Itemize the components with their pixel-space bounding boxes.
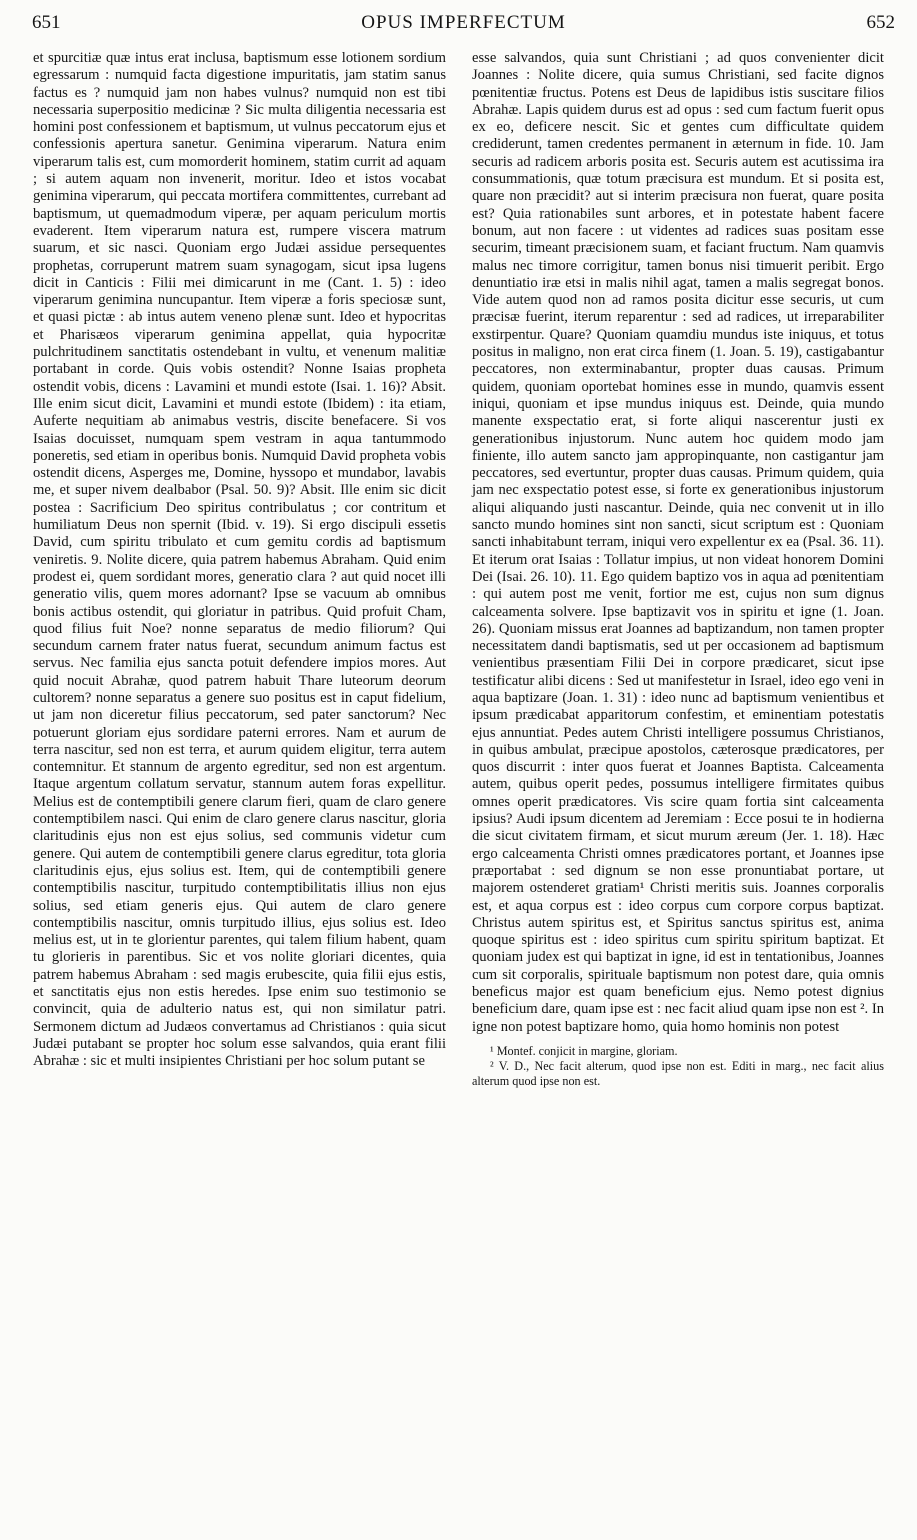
- page-number-right: 652: [866, 12, 895, 33]
- footnote-1: ¹ Montef. conjicit in margine, gloriam.: [490, 1043, 678, 1058]
- running-header: [32, 12, 895, 38]
- left-column-text: et spurcitiæ quæ intus erat inclusa, baptismum esse lotionem sordium egressarum : numquid facta digestione impuritatis, jam statim sanus factus es ? numquid jam non habes vulnus? numquid non est tibi necessaria superpositio medicinæ ? Sic multa diligentia necessaria est homini post confessionem et baptismum, ut vulnus peccatorum ejus et confessionis apertura sanetur. Genimina viperarum. Natura enim viperarum talis est, cum momorderit hominem, statim currit ad aquam ; si autem aquam non invenerit, moritur. Ideo et istos vocabat genimina viperarum, qui peccata mortifera committentes, currebant ad baptismum, ut quemadmodum viperæ, per aquam periculum mortis evaderent. Item viperarum natura est, rumpere viscera matrum suarum, et sic nasci. Quoniam ergo Judæi assidue persequentes prophetas, corruperunt matrem suam synagogam, sicut ipsa lugens dicit in Canticis : Filii mei dimicarunt in me (Cant. 1. 5) : ideo viperarum genimina nuncupantur. Item viperæ a foris speciosæ sunt, et quasi pictæ : ab intus autem veneno plenæ sunt. Ideo et hypocritas et Pharisæos viperarum genimina appellat, quia hypocritæ pulchritudinem sanctitatis ostendebant in vultu, et venenum malitiæ portabant in corde. Quis vobis ostendit? Nonne Isaias propheta ostendit vobis, dicens : Lavamini et mundi estote (Isai. 1. 16)? Absit. Ille enim sicut dicit, Lavamini et mundi estote (Ibidem) : ita etiam, Auferte nequitiam ab animabus vestris, discite benefacere. Si vos Isaias docuisset, numquam spem vestram in aqua tantummodo poneretis, sed etiam in operibus bonis. Numquid David propheta vobis ostendit dicens, Asperges me, Domine, hyssopo et mundabor, lavabis me, et super nivem dealbabor (Psal. 50. 9)? Absit. Ille enim sic dicit postea : Sacrificium Deo spiritus contribulatus ; cor contritum et humiliatum Deus non spernit (Ibid. v. 19). Si ergo discipuli essetis David, cum spiritu tribulato et cum gemitu cordis ad baptismum veniretis. 9. Nolite dicere, quia patrem habemus Abraham. Quid enim prodest ei, quem sordidant mores, generatio clara ? aut quid nocet illi generatio vilis, quem mores adornant? Ipse se vacuum ab omnibus bonis actibus ostendit, qui gloriatur in patribus. Quid profuit Cham, quod filius fuit Noe? nonne separatus de medio filiorum? Qui secundum carnem frater natus fuerat, secundum animum factus est servus. Nec familia ejus sancta potuit defendere impios mores. Aut quid nocuit Abrahæ, quod patrem habuit Thare luteorum deorum cultorem? nonne separatus a genere suo positus est in caput fidelium, ut jam non diceretur filius peccatorum, sed pater sanctorum? Nec potuerunt gloriam ejus sordidare paterni errores. Nam et aurum de terra nascitur, sed non est terra, et aurum quidem eligitur, terra autem contemnitur. Et stannum de argento egreditur, sed non est argentum. Itaque argentum collatum servatur, stannum autem foras expellitur. Melius est de contemptibili genere clarum fieri, quam de claro genere contemptibilem nasci. Qui enim de claro genere clarus nascitur, gloria claritudinis ejus non est ejus solius, sed communis videtur cum genere. Qui autem de contemptibili genere clarus egreditur, tota gloria claritudinis ejus, ejus solius est. Item, qui de contemptibili genere contemptibilis nascitur, turpitudo contemptibilitatis illius non ejus solius, sed etiam generis ejus. Qui autem de claro genere contemptibilis nascitur, omnis turpitudo illius, ejus solius est. Ideo melius est, ut in te glorientur parentes, qui talem filium habent, quam tu glorieris in parentibus. Sic et vos nolite gloriari dicentes, quia patrem habemus Abraham : sed magis erubescite, quia filii ejus estis, et sanctitatis ejus non estis heredes. Ipse enim suo testimonio se convincit, quia de adulterio natus est, qui non similatur patri. Sermonem dictum ad Judæos convertamus ad Christianos : quia sicut Judæi putabant se propter hoc solum esse salvandos, quia erant filii Abrahæ : sic et multi insipientes Christiani per hoc solum putant se: [33, 50, 446, 1070]
- right-column-text: esse salvandos, quia sunt Christiani ; ad quos convenienter dicit Joannes : Nolite dicere, quia sumus Christiani, sed facite dignos pœnitentiæ fructus. Potens est Deus de lapidibus istis suscitare filios Abrahæ. Lapis quidem durus est ad opus : sed cum factum fuerit opus ex eo, deficere nescit. Sic et gentes cum difficultate quidem crediderunt, tamen credentes permanent in æternum in fide. 10. Jam securis ad radicem arboris posita est. Securis autem est acutissima ira consummationis, quæ totum præcisura est mundum. Et si posita est, quare non præcidit? aut si interim præcisura non fuerat, quare posita est? Quia rationabiles sunt arbores, et in potestate habent facere bonum, aut non facere : ut videntes ad radices suas positam esse securim, timeant præcisionem suam, et faciant fructum. Nam quamvis malus nec timore corrigitur, tamen bonus nisi timuerit peribit. Ergo denuntiatio iræ etsi in malis nihil agat, tamen a malis segregat bonos. Vide autem quod non ad ramos posita dicitur esse securis, ut cum præcisæ fuerint, iterum reparentur : sed ad radices, ut irreparabiliter exstirpentur. Quare? Quoniam quamdiu mundus iste iniquus, et totus positus in maligno, non erat circa finem (1. Joan. 5. 19), castigabantur peccatores, non exterminabantur, propter duas causas. Primum quidem, quoniam oportebat homines esse in mundo, quamvis essent iniqui, quoniam et ipse mundus iniquus est. Deinde, quia mundo manente exspectatio erat, si forte aliqui nascerentur justi ex generationibus injustorum. Nunc autem hoc quidem modo jam finiente, illo autem sancto jam appropinquante, non castigantur jam peccatores, sed evertuntur, propter duas causas. Primum quidem, quia jam nec exspectatio potest esse, si forte ex generationibus injustorum aliqui aliquando justi nascantur. Deinde, quia nec convenit ut in illo sancto mundo homines sint non sancti, sicut scriptum est : Quoniam sancti inhabitabunt terram, iniqui vero expellentur ex ea (Psal. 36. 11). Et iterum orat Isaias : Tollatur impius, ut non videat honorem Domini Dei (Isai. 26. 10). 11. Ego quidem baptizo vos in aqua ad pœnitentiam : qui autem post me venit, fortior me est, cujus non sum dignus calceamenta solvere. Ipse baptizavit vos in spiritu et igne (1. Joan. 26). Quoniam missus erat Joannes ad baptizandum, non tamen propter necessitatem dandi baptismatis, sed ut per occasionem ad baptismum venientibus præsentiam Filii Dei in corpore prædicaret, sicut ipse testificatur alibi dicens : Sed ut manifestetur in Israel, ideo ego veni in aqua baptizare (Joan. 1. 31) : ideo nunc ad baptismum venientibus et ipsum prædicabat apparitorum confestim, et eminentiam potestatis ejus annuntiat. Pedes autem Christi intelligere possumus Christianos, in quibus ambulat, præcipue apostolos, cæterosque prædicatores, per quos discurrit : inter quos fuerat et Joannes Baptista. Calceamenta autem, quibus operit pedes, possumus intelligere firmitates quibus omnes operit prædicatores. Vis scire quam fortia sint calceamenta ipsius? Audi ipsum dicentem ad Jeremiam : Ecce posui te in hodierna die sicut civitatem firmam, et sicut murum æreum (Jer. 1. 18). Hæc ergo calceamenta Christi omnes prædicatores portant, et Joannes ipse præportabat : sed dignum se non esse pronuntiabat portare, ut majorem ostenderet gratiam¹ Christi meritis suis. Joannes corporalis est, et aqua corpus est : ideo corpus cum corpore corpus baptizat. Christus autem spiritus est, et Spiritus sanctus spiritus est, anima quoque spiritus est : ideo spiritus cum spiritu spiritum baptizat. Et quoniam judex est qui baptizat in igne, id est in tentationibus, Joannes cum sit corporalis, spirituale baptismum non potest dare, quia omnis beneficus major est quam beneficium ejus. Nemo potest dignius beneficium dare, quam ipse est : nec facit aliud quam ipse non est ². In igne non potest baptizare homo, quia homo hominis non potest: [472, 50, 884, 1035]
- footnote-2: ² V. D., Nec facit alterum, quod ipse non est. Editi in marg., nec facit alius alterum quod ipse non est.: [472, 1058, 884, 1088]
- running-title: OPUS IMPERFECTUM: [361, 12, 566, 33]
- footnotes: [472, 1044, 884, 1089]
- left-column: [33, 50, 446, 1071]
- right-column: [472, 50, 884, 1089]
- page-number-left: 651: [32, 12, 61, 33]
